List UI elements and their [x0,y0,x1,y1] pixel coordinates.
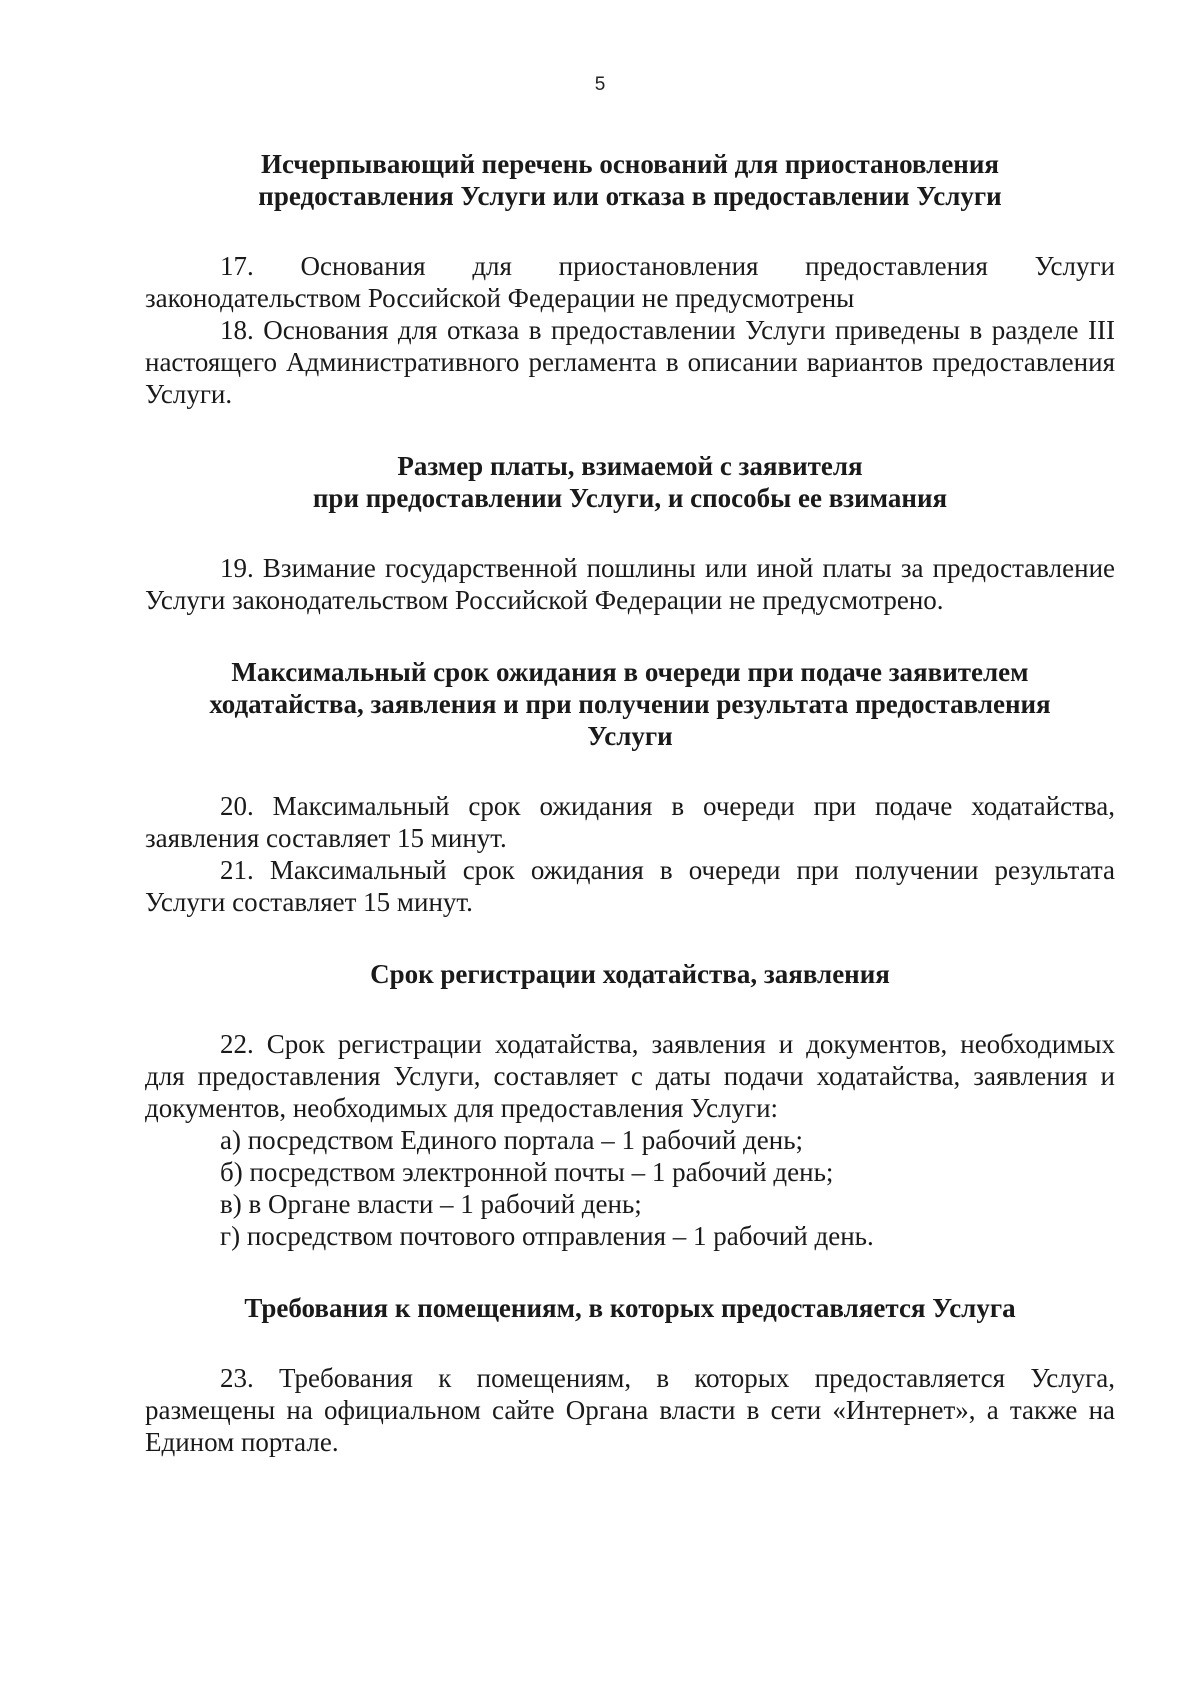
heading-line: предоставления Услуги или отказа в предоставлении Услуги [258,181,1002,211]
page-content [145,148,1115,1458]
heading-line: Услуги [587,721,673,751]
list-item: а) посредством Единого портала – 1 рабочий день; [220,1125,804,1155]
section-heading [145,450,1115,514]
page-number: 5 [594,74,606,95]
heading-line: Срок регистрации ходатайства, заявления [370,959,890,989]
section-heading [145,1292,1115,1324]
paragraph-21: 21. Максимальный срок ожидания в очереди при получении результата Услуги составляет 15 минут. [145,855,1115,917]
heading-line: Максимальный срок ожидания в очереди при подаче заявителем [231,657,1029,687]
paragraph-22: 22. Срок регистрации ходатайства, заявления и документов, необходимых для предоставления Услуги, составляет с даты подачи ходатайства, заявления и документов, необходимых для предоставления Услуги: [145,1029,1115,1123]
section-heading [145,958,1115,990]
section-heading [145,148,1115,212]
paragraph-19: 19. Взимание государственной пошлины или иной платы за предоставление Услуги законодательством Российской Федерации не предусмотрено. [145,553,1115,615]
section-heading [145,656,1115,752]
list-item: б) посредством электронной почты – 1 рабочий день; [220,1157,834,1187]
heading-line: Требования к помещениям, в которых предоставляется Услуга [244,1293,1016,1323]
heading-line: Размер платы, взимаемой с заявителя [397,451,863,481]
list-item: в) в Органе власти – 1 рабочий день; [220,1189,642,1219]
list-item: г) посредством почтового отправления – 1 рабочий день. [220,1221,874,1251]
heading-line: Исчерпывающий перечень оснований для приостановления [260,149,1000,179]
paragraph-23: 23. Требования к помещениям, в которых предоставляется Услуга, размещены на официальном сайте Органа власти в сети «Интернет», а также на Едином портале. [145,1363,1115,1457]
paragraph-20: 20. Максимальный срок ожидания в очереди при подаче ходатайства, заявления составляет 15 минут. [145,791,1115,853]
paragraph-17: 17. Основания для приостановления предоставления Услуги законодательством Российской Федерации не предусмотрены [145,251,1115,313]
paragraph-18: 18. Основания для отказа в предоставлении Услуги приведены в разделе III настоящего Административного регламента в описании вариантов предоставления Услуги. [145,315,1115,409]
heading-line: ходатайства, заявления и при получении результата предоставления [209,689,1051,719]
heading-line: при предоставлении Услуги, и способы ее взимания [312,483,948,513]
